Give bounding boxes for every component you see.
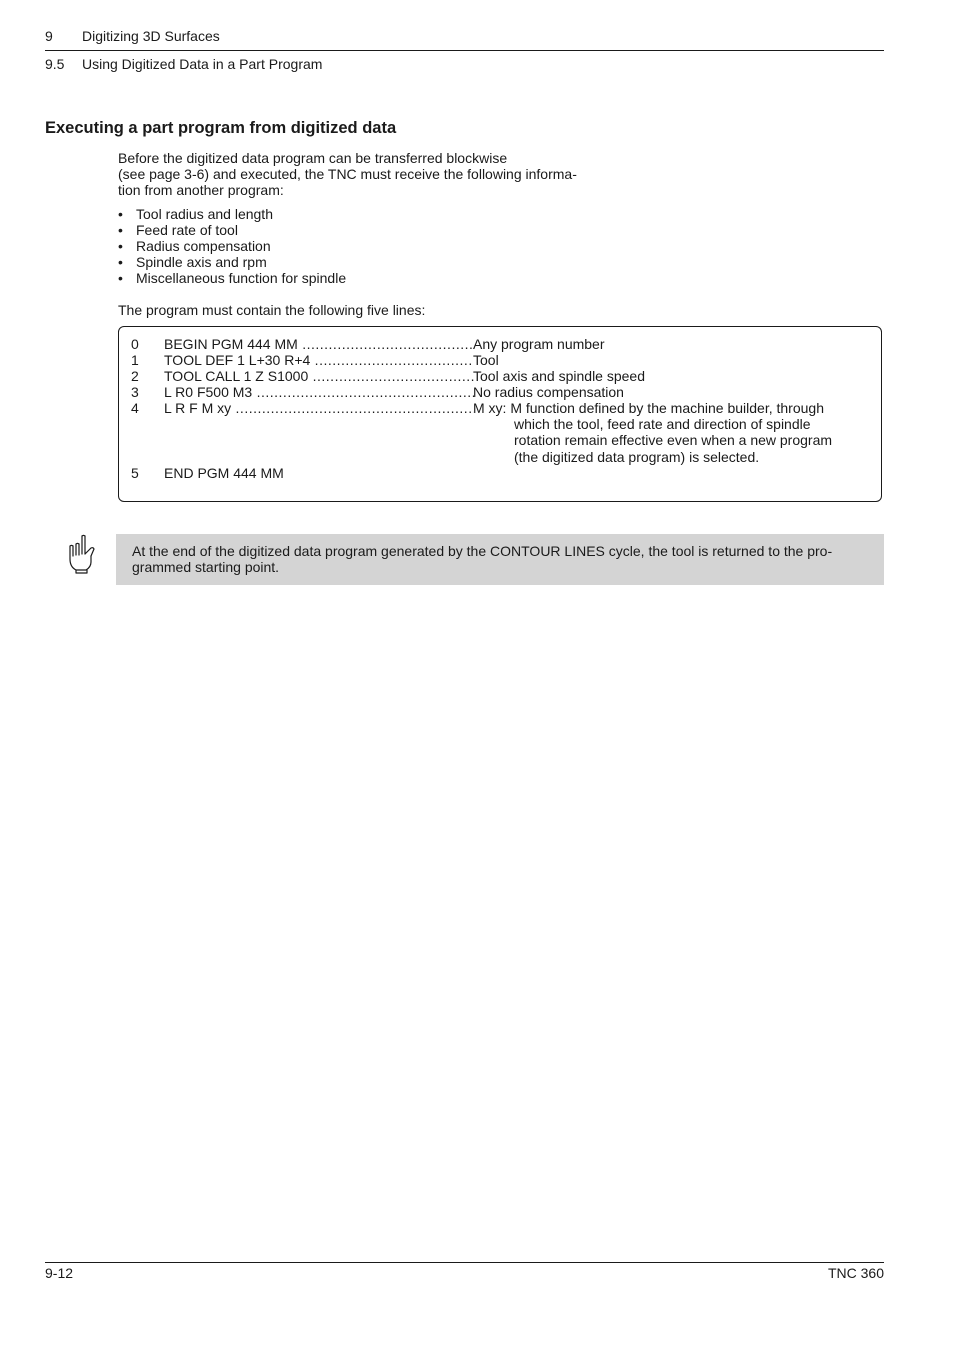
line-code: L R F M xy ..... [164, 400, 474, 416]
chapter-number: 9 [45, 28, 53, 44]
page-heading: Executing a part program from digitized data [45, 119, 397, 137]
line-description: Any program number [473, 336, 605, 352]
line-code: TOOL CALL 1 Z S1000 ..... [164, 368, 474, 384]
list-item: • Feed rate of tool [118, 222, 346, 238]
intro-line: (see page 3-6) and executed, the TNC must receive the following informa- [118, 166, 577, 182]
intro-paragraph [118, 150, 618, 198]
line-number: 1 [131, 352, 139, 368]
list-item: • Radius compensation [118, 238, 346, 254]
list-item: • Miscellaneous function for spindle [118, 270, 346, 286]
line-description: M xy: M function defined by the machine builder, through [473, 400, 824, 416]
line-description: rotation remain effective even when a new program [514, 432, 833, 448]
line-number: 0 [131, 336, 139, 352]
line-description: Tool axis and spindle speed [473, 368, 646, 384]
section-header [45, 56, 322, 72]
line-description: Tool [473, 352, 499, 368]
line-code: L R0 F500 M3 ..... [164, 384, 474, 400]
list-item: • Tool radius and length [118, 206, 346, 222]
note-box [116, 534, 884, 585]
page-number: 9-12 [45, 1265, 74, 1281]
list-item: • Spindle axis and rpm [118, 254, 346, 270]
section-title: Using Digitized Data in a Part Program [82, 56, 323, 72]
footer-rule [45, 1262, 884, 1263]
line-number: 4 [131, 400, 139, 416]
line-code: BEGIN PGM 444 MM ..... [164, 336, 474, 352]
header-rule [45, 50, 884, 51]
line-description: which the tool, feed rate and direction of spindle [514, 416, 811, 432]
intro-line: Before the digitized data program can be transferred blockwise [118, 150, 508, 166]
intro-line: tion from another program: [118, 182, 284, 198]
line-number: 2 [131, 368, 139, 384]
note-line: grammed starting point. [132, 559, 280, 575]
chapter-title: Digitizing 3D Surfaces [82, 28, 220, 44]
line-number: 5 [131, 465, 139, 481]
note-line: At the end of the digitized data program generated by the CONTOUR LINES cycle, the tool is returned to the pro- [132, 543, 833, 559]
section-number: 9.5 [45, 56, 65, 72]
program-listing [118, 326, 882, 502]
line-description: No radius compensation [473, 384, 624, 400]
chapter-header [45, 28, 220, 44]
product-name: TNC 360 [827, 1265, 884, 1281]
requirements-list [118, 206, 346, 286]
program-lead-in: The program must contain the following five lines: [118, 302, 426, 318]
line-number: 3 [131, 384, 139, 400]
line-code: END PGM 444 MM [164, 465, 284, 481]
line-description: (the digitized data program) is selected. [514, 449, 760, 465]
line-code: TOOL DEF 1 L+30 R+4 ..... [164, 352, 474, 368]
pointing-hand-icon [66, 534, 96, 574]
